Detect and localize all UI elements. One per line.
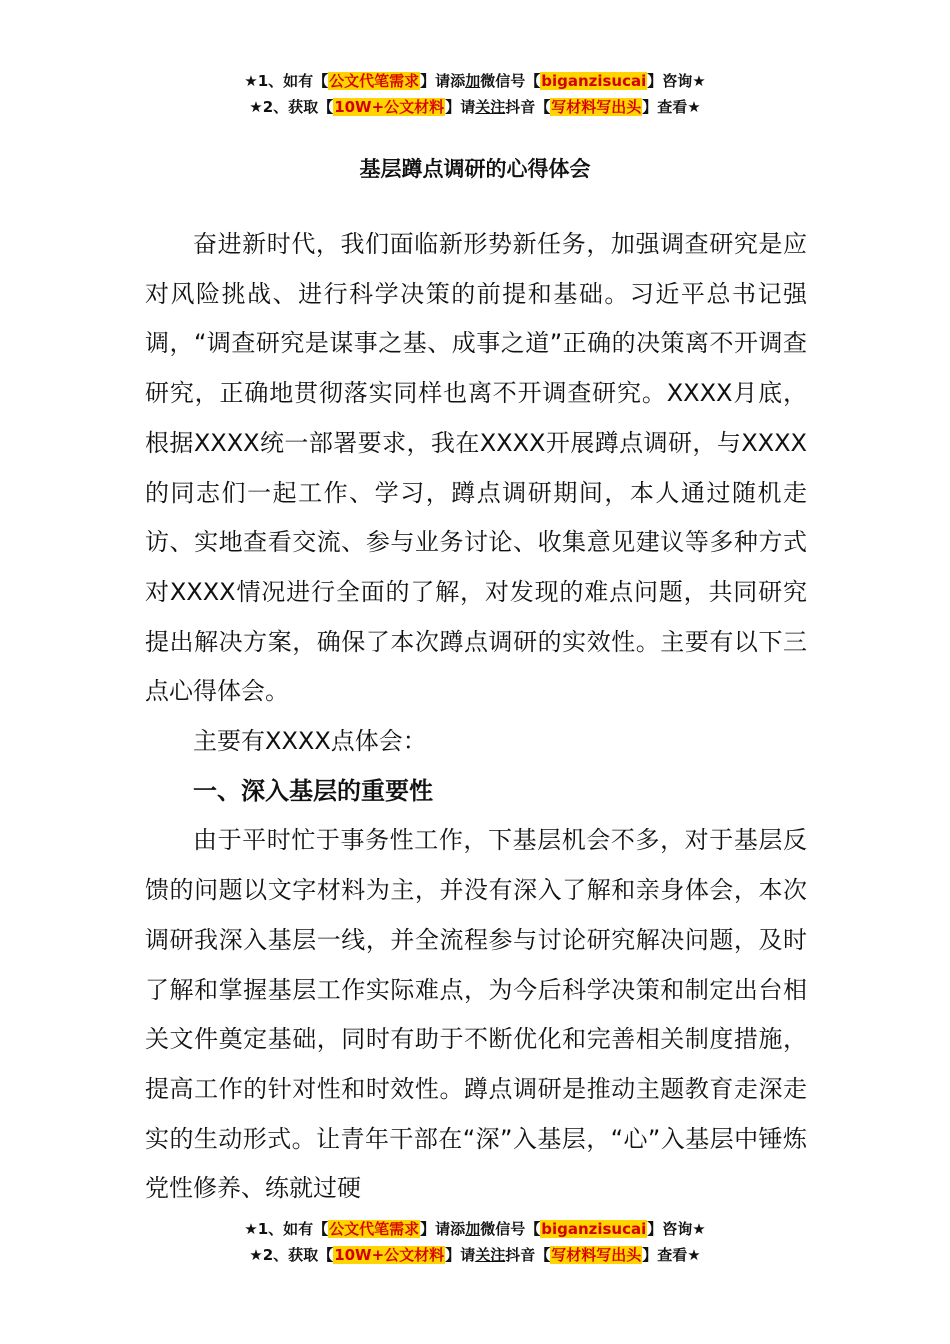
- highlight-service: 公文代笔需求: [329, 72, 420, 90]
- highlight-materials: 10W+公文材料: [334, 98, 445, 116]
- highlight-service: 公文代笔需求: [329, 1220, 420, 1238]
- paragraph-summary: 主要有XXXX点体会：: [193, 727, 427, 756]
- document-title: 基层蹲点调研的心得体会: [359, 157, 591, 181]
- highlight-account: 写材料写出头: [551, 1246, 642, 1264]
- header-notice-banner: [0, 68, 950, 120]
- highlight-materials: 10W+公文材料: [334, 1246, 445, 1264]
- section-heading-1: 一、深入基层的重要性: [193, 776, 433, 805]
- notice-line-1: ★1、如有【公文代笔需求】请添加微信号【biganzisucai】咨询★: [244, 1220, 706, 1238]
- footer-notice-banner: [0, 1216, 950, 1268]
- highlight-account: 写材料写出头: [551, 98, 642, 116]
- notice-line-2: ★2、获取【10W+公文材料】请关注抖音【写材料写出头】查看★: [249, 98, 701, 116]
- notice-line-2: ★2、获取【10W+公文材料】请关注抖音【写材料写出头】查看★: [249, 1246, 701, 1264]
- paragraph-intro: 奋进新时代，我们面临新形势新任务，加强调查研究是应对风险挑战、进行科学决策的前提和基础。习近平总书记强调，“调查研究是谋事之基、成事之道”正确的决策离不开调查研究，正确地贯彻落实同样也离不开调查研究。XXXX月底，根据XXXX统一部署要求，我在XXXX开展蹲点调研，与XXXX的同志们一起工作、学习，蹲点调研期间，本人通过随机走访、实地查看交流、参与业务讨论、收集意见建议等多种方式对XXXX情况进行全面的了解，对发现的难点问题，共同研究提出解决方案，确保了本次蹲点调研的实效性。主要有以下三点心得体会。: [145, 230, 807, 706]
- highlight-wechat-id: biganzisucai: [541, 1220, 647, 1238]
- highlight-wechat-id: biganzisucai: [541, 72, 647, 90]
- paragraph-section-1: 由于平时忙于事务性工作，下基层机会不多，对于基层反馈的问题以文字材料为主，并没有深入了解和亲身体会，本次调研我深入基层一线，并全流程参与讨论研究解决问题，及时了解和掌握基层工作实际难点，为今后科学决策和制定出台相关文件奠定基础，同时有助于不断优化和完善相关制度措施，提高工作的针对性和时效性。蹲点调研是推动主题教育走深走实的生动形式。让青年干部在“深”入基层，“心”入基层中锤炼党性修养、练就过硬: [145, 826, 807, 1203]
- notice-line-1: ★1、如有【公文代笔需求】请添加微信号【biganzisucai】咨询★: [244, 72, 706, 90]
- document-body: [145, 220, 807, 1214]
